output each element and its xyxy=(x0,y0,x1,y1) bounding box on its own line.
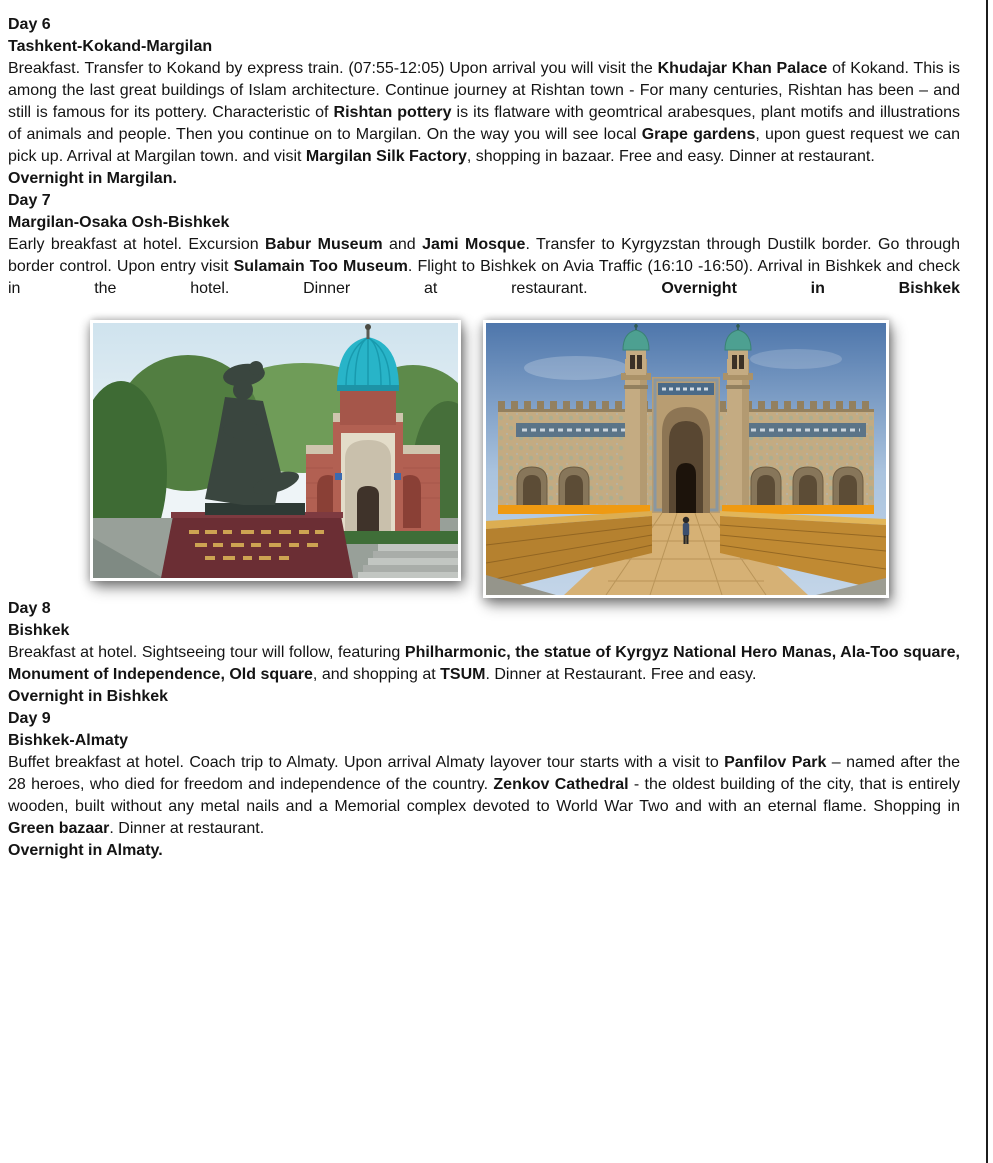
overnight-note-day6: Overnight in Margilan. xyxy=(8,170,177,187)
itinerary-paragraph-day7: Early breakfast at hotel. Excursion Babur Museum and Jami Mosque. Transfer to Kyrgyzstan through Dustilk border. Go through border control. Upon entry visit Sulamain Too Museum. Flight to Bishkek on Avia Traffic (16:10 -16:50). Arrival in Bishkek and check in the hotel. Dinner at restaurant. Overnight in Bishkek xyxy=(8,236,961,297)
day-label-8: Day 8 xyxy=(8,600,51,617)
photo-row xyxy=(90,320,960,598)
day-label-9: Day 9 xyxy=(8,710,51,727)
page-right-border xyxy=(986,0,988,1163)
overnight-note-day8: Overnight in Bishkek xyxy=(8,688,169,705)
route-heading-day6: Tashkent-Kokand-Margilan xyxy=(8,38,213,55)
palace-gate-illustration xyxy=(486,323,886,595)
itinerary-paragraph-day6: Breakfast. Transfer to Kokand by express train. (07:55-12:05) Upon arrival you will visit the Khudajar Khan Palace of Kokand. This is among the last great buildings of Islam architecture. Continue journey at Rishtan town - For many centuries, Rishtan has been – and still is famous for its pottery. Characteristic of Rishtan pottery is its flatware with geomtrical arabesques, plant motifs and illustrations of animals and people. Then you continue on to Margilan. On the way you will see local Grape gardens, upon guest request we can pick up. Arrival at Margilan town. and visit Margilan Silk Factory, shopping in bazaar. Free and easy. Dinner at restaurant. xyxy=(8,60,961,165)
itinerary-paragraph-day9: Buffet breakfast at hotel. Coach trip to Almaty. Upon arrival Almaty layover tour starts with a visit to Panfilov Park – named after the 28 heroes, who died for freedom and independence of the country. Zenkov Cathedral - the oldest building of the city, that is entirely wooden, built without any metal nails and a Memorial complex devoted to World War Two and with an eternal flame. Shopping in Green bazaar. Dinner at restaurant. xyxy=(8,754,961,837)
statue-mausoleum-photo xyxy=(90,320,461,581)
route-heading-day7: Margilan-Osaka Osh-Bishkek xyxy=(8,214,230,231)
day-label-6: Day 6 xyxy=(8,16,51,33)
route-heading-day8: Bishkek xyxy=(8,622,70,639)
overnight-note-day9: Overnight in Almaty. xyxy=(8,842,163,859)
itinerary-paragraph-day8: Breakfast at hotel. Sightseeing tour will follow, featuring Philharmonic, the statue of Kyrgyz National Hero Manas, Ala-Too square, Monument of Independence, Old square, and shopping at TSUM. Dinner at Restaurant. Free and easy. xyxy=(8,644,961,683)
route-heading-day9: Bishkek-Almaty xyxy=(8,732,129,749)
day-label-7: Day 7 xyxy=(8,192,51,209)
statue-mausoleum-illustration xyxy=(93,323,458,578)
khudayar-khan-palace-photo xyxy=(483,320,889,598)
